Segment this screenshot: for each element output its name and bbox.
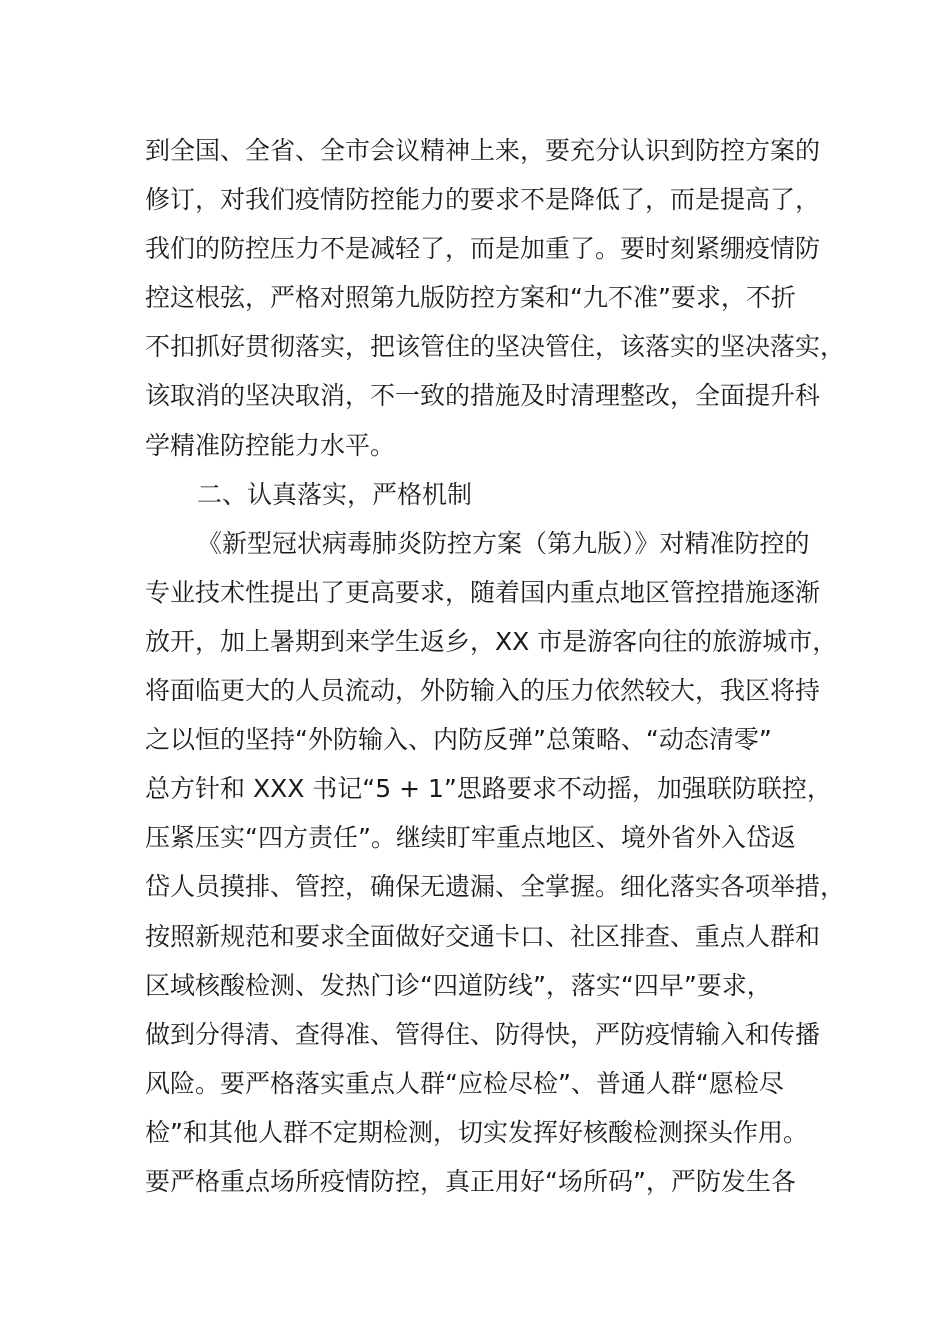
text-line: 将面临更大的人员流动，外防输入的压力依然较大，我区将持 bbox=[145, 676, 821, 706]
text-line: 《新型冠状病毒肺炎防控方案（第九版）》对精准防控的 bbox=[197, 528, 810, 558]
text-line: 风险。要严格落实重点人群“应检尽检”、普通人群“愿检尽 bbox=[145, 1068, 784, 1098]
text-line: 做到分得清、查得准、管得住、防得快，严防疫情输入和传播 bbox=[145, 1019, 821, 1049]
text-line: 修订，对我们疫情防控能力的要求不是降低了，而是提高了， bbox=[145, 185, 821, 215]
document-body bbox=[145, 126, 846, 1206]
section-heading: 二、认真落实，严格机制 bbox=[197, 479, 473, 509]
text-line: 岱人员摸排、管控，确保无遗漏、全掌握。细化落实各项举措， bbox=[145, 872, 846, 902]
text-line: 按照新规范和要求全面做好交通卡口、社区排查、重点人群和 bbox=[145, 921, 821, 951]
text-line: 要严格重点场所疫情防控，真正用好“场所码”，严防发生各 bbox=[145, 1166, 796, 1196]
text-line: 压紧压实“四方责任”。继续盯牢重点地区、境外省外入岱返 bbox=[145, 823, 796, 853]
text-line: 总方针和 XXX 书记“5 + 1”思路要求不动摇，加强联防联控， bbox=[145, 774, 832, 804]
text-line: 到全国、全省、全市会议精神上来，要充分认识到防控方案的 bbox=[145, 136, 821, 165]
text-line: 控这根弦，严格对照第九版防控方案和“九不准”要求，不折 bbox=[145, 283, 796, 313]
text-line: 之以恒的坚持“外防输入、内防反弹”总策略、“动态清零” bbox=[145, 725, 772, 755]
text-line: 放开，加上暑期到来学生返乡，XX 市是游客向往的旅游城市， bbox=[145, 626, 838, 656]
text-line: 我们的防控压力不是减轻了，而是加重了。要时刻紧绷疫情防 bbox=[145, 234, 821, 264]
text-line: 检”和其他人群不定期检测，切实发挥好核酸检测探头作用。 bbox=[145, 1117, 808, 1147]
text-line: 专业技术性提出了更高要求，随着国内重点地区管控措施逐渐 bbox=[145, 577, 821, 607]
text-line: 该取消的坚决取消，不一致的措施及时清理整改，全面提升科 bbox=[145, 381, 821, 411]
text-line: 区域核酸检测、发热门诊“四道防线”，落实“四早”要求， bbox=[145, 970, 772, 1000]
text-line: 不扣抓好贯彻落实，把该管住的坚决管住，该落实的坚决落实， bbox=[145, 332, 846, 362]
text-line: 学精准防控能力水平。 bbox=[145, 430, 396, 460]
